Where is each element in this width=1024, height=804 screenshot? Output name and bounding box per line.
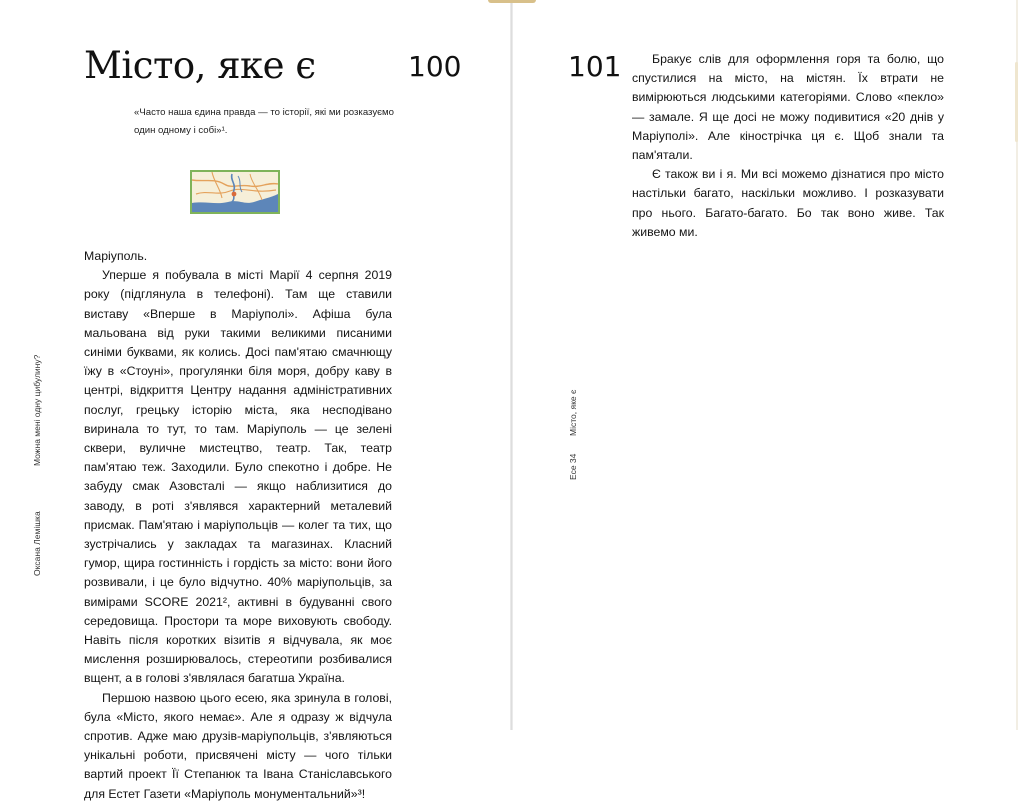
running-head-book-title: Можна мені одну цибулину? (32, 354, 42, 466)
map-graphic (192, 172, 278, 212)
paragraph: Уперше я побувала в місті Марії 4 серпня 2019 року (підглянула в телефоні). Там ще ставили виставу «Вперше в Маріуполі». Афіша була мальована від руки такими великими писаними синіми буквами, як колись. Досі пам'ятаю смачнющу їжу в «Стоуні», прогулянки біля моря, добру каву в центрі, відкриття Центру надання адміністративних послуг, грецьку історію міста, яка несподівано виринала то тут, то там. Маріуполь — це зелені сквери, вуличне мистецтво, театр. Так, театр пам'ятаю теж. Заходили. Було спекотно і добре. Не забуду смак Азовсталі — якщо наблизитися до заводу, в роті з'являвся характерний металевий присмак. Пам'ятаю і маріупольців — колег та тих, що зустрічались у закладах та магазинах. Класний гумор, щира гостинність і гордість за місто: вони його розвивали, і це було відчутно. 40% маріупольців, за вимірами SCORE 2021², активні в будуванні свого середовища. Простори та море виховують свободу. Навіть після коротких візитів я відчувала, як моє мислення розширювалось, стереотипи розбивалися вщент, а в голові з'являлася багатша Україна. (84, 268, 392, 686)
right-body-text (632, 50, 944, 242)
page-number-left: 100 (408, 50, 462, 83)
left-body-text (84, 247, 392, 804)
paragraph: Бракує слів для оформлення горя та болю, що спустилися на місто, на містян. Їх втрати не вимірюються людськими категоріями. Слово «пекло» — замале. Я ще досі не можу подивитися «20 днів у Маріуполі». Але кінострічка ця є. Щоб знали та пам'ятали. (632, 52, 944, 163)
running-head-chapter: Місто, яке є (568, 389, 578, 436)
running-head-author: Оксана Лемішка (32, 511, 42, 576)
paragraph: Маріуполь. (84, 249, 148, 263)
page-edge-tab (1015, 62, 1018, 142)
running-head-essay: Есе 34 (568, 453, 578, 480)
paragraph: Першою назвою цього есею, яка зринула в голові, була «Місто, якого немає». Але я одразу ж відчула спротив. Адже маю друзів-маріупольців, з'являються унікальні роботи, присвячені місту — чого тільки вартий проект Її Степанюк та Івана Станіславського для Естет Газети «Маріуполь монументальний»³! (84, 690, 392, 801)
ribbon-mark (488, 0, 536, 3)
left-page (0, 0, 511, 801)
paragraph: Є також ви і я. Ми всі можемо дізнатися про місто настільки багато, наскільки можливо. І розказувати про нього. Багато-багато. Бо так воно живе. Так живемо ми. (632, 167, 944, 239)
page-number-right: 101 (568, 50, 622, 83)
mariupol-map-illustration (190, 170, 280, 214)
chapter-title: Місто, яке є (84, 44, 316, 87)
epigraph: «Часто наша єдина правда — то історії, які ми розказуємо один одному і собі»¹. (134, 107, 394, 136)
book-gutter (510, 0, 513, 730)
